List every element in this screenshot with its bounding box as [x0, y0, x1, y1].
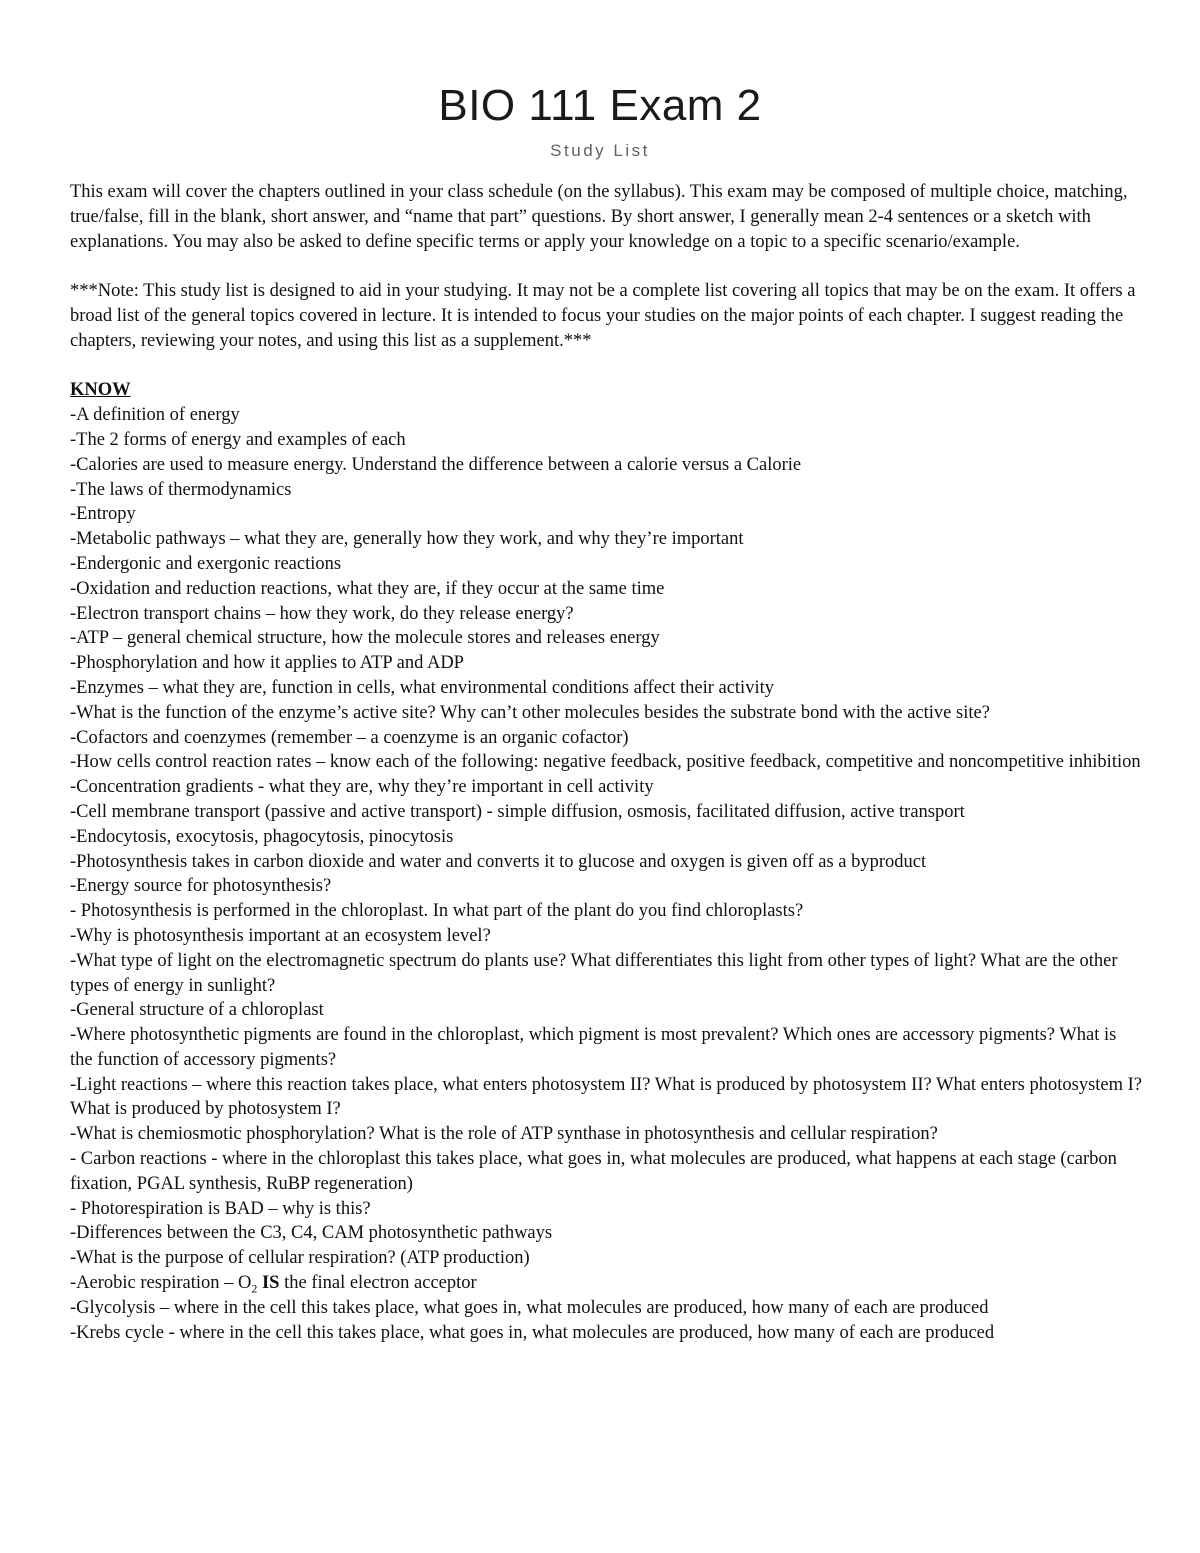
know-section — [70, 378, 1142, 1345]
list-item: -A definition of energy — [70, 405, 240, 426]
list-item: -What is chemiosmotic phosphorylation? What is the role of ATP synthase in photosynthesis and cellular respiration? — [70, 1124, 938, 1145]
list-item: -Why is photosynthesis important at an ecosystem level? — [70, 925, 491, 946]
page-title: BIO 111 Exam 2 — [438, 81, 762, 130]
aerobic-subscript: 2 — [251, 1281, 258, 1296]
list-item: - Carbon reactions - where in the chloroplast this takes place, what goes in, what molecules are produced, what happens at each stage (carbon fixation, PGAL synthesis, RuBP regeneration) — [70, 1149, 1117, 1194]
aerobic-suffix: the final electron acceptor — [279, 1273, 477, 1294]
list-item: -Differences between the C3, C4, CAM photosynthetic pathways — [70, 1223, 553, 1244]
list-item: -Endergonic and exergonic reactions — [70, 553, 342, 574]
aerobic-prefix: -Aerobic respiration – O — [70, 1273, 252, 1294]
aerobic-emphasis: IS — [257, 1273, 280, 1294]
list-item: -Glycolysis – where in the cell this takes place, what goes in, what molecules are produced, how many of each are produced — [70, 1297, 989, 1318]
list-item: -Electron transport chains – how they work, do they release energy? — [70, 603, 574, 624]
list-item: -General structure of a chloroplast — [70, 1000, 324, 1021]
list-item: -Endocytosis, exocytosis, phagocytosis, pinocytosis — [70, 826, 454, 847]
list-item: -Cell membrane transport (passive and active transport) - simple diffusion, osmosis, facilitated diffusion, active transport — [70, 801, 965, 822]
list-item: -Calories are used to measure energy. Understand the difference between a calorie versus a Calorie — [70, 454, 802, 475]
list-item-aerobic-respiration — [70, 1271, 1142, 1296]
list-item: -What is the function of the enzyme’s active site? Why can’t other molecules besides the substrate bond with the active site? — [70, 702, 990, 723]
list-item: -Light reactions – where this reaction takes place, what enters photosystem II? What is produced by photosystem II? What enters photosystem I? What is produced by photosystem I? — [70, 1074, 1143, 1120]
list-item: -Energy source for photosynthesis? — [70, 876, 332, 897]
list-item: -Cofactors and coenzymes (remember – a coenzyme is an organic cofactor) — [70, 727, 629, 748]
list-item: -Oxidation and reduction reactions, what they are, if they occur at the same time — [70, 578, 665, 599]
know-heading: KNOW — [70, 380, 131, 401]
list-item: -Krebs cycle - where in the cell this takes place, what goes in, what molecules are produced, how many of each are produced — [70, 1322, 995, 1343]
page-subtitle: Study List — [550, 141, 650, 160]
list-item: -Photosynthesis takes in carbon dioxide and water and converts it to glucose and oxygen is given off as a byproduct — [70, 851, 927, 872]
list-item: - Photorespiration is BAD – why is this? — [70, 1198, 371, 1219]
list-item: -Concentration gradients - what they are, why they’re important in cell activity — [70, 777, 654, 798]
list-item: - Photosynthesis is performed in the chloroplast. In what part of the plant do you find chloroplasts? — [70, 901, 804, 922]
list-item: -Metabolic pathways – what they are, generally how they work, and why they’re important — [70, 529, 744, 550]
intro-paragraph: This exam will cover the chapters outlined in your class schedule (on the syllabus). This exam may be composed of multiple choice, matching, true/false, fill in the blank, short answer, and “name that part” questions. By short answer, I generally mean 2-4 sentences or a sketch with explanations. You may also be asked to define specific terms or apply your knowledge on a topic to a specific scenario/example. — [70, 182, 1128, 252]
list-item: -What type of light on the electromagnetic spectrum do plants use? What differentiates this light from other types of light? What are the other types of energy in sunlight? — [70, 950, 1118, 996]
list-item: -The 2 forms of energy and examples of each — [70, 429, 406, 450]
document-body — [70, 180, 1142, 1345]
list-item: -The laws of thermodynamics — [70, 479, 292, 500]
list-item: -Entropy — [70, 504, 136, 525]
list-item: -Enzymes – what they are, function in cells, what environmental conditions affect their activity — [70, 677, 774, 698]
note-paragraph: ***Note: This study list is designed to aid in your studying. It may not be a complete list covering all topics that may be on the exam. It offers a broad list of the general topics covered in lecture. It is intended to focus your studies on the major points of each chapter. I suggest reading the chapters, reviewing your notes, and using this list as a supplement.*** — [70, 281, 1136, 351]
list-item: -ATP – general chemical structure, how the molecule stores and releases energy — [70, 628, 660, 649]
list-item: -Where photosynthetic pigments are found in the chloroplast, which pigment is most prevalent? Which ones are accessory pigments? What is the function of accessory pigments? — [70, 1025, 1117, 1070]
list-item: -What is the purpose of cellular respiration? (ATP production) — [70, 1248, 530, 1269]
list-item: -Phosphorylation and how it applies to ATP and ADP — [70, 653, 464, 674]
list-item: -How cells control reaction rates – know each of the following: negative feedback, positive feedback, competitive and noncompetitive inhibition — [70, 752, 1141, 773]
